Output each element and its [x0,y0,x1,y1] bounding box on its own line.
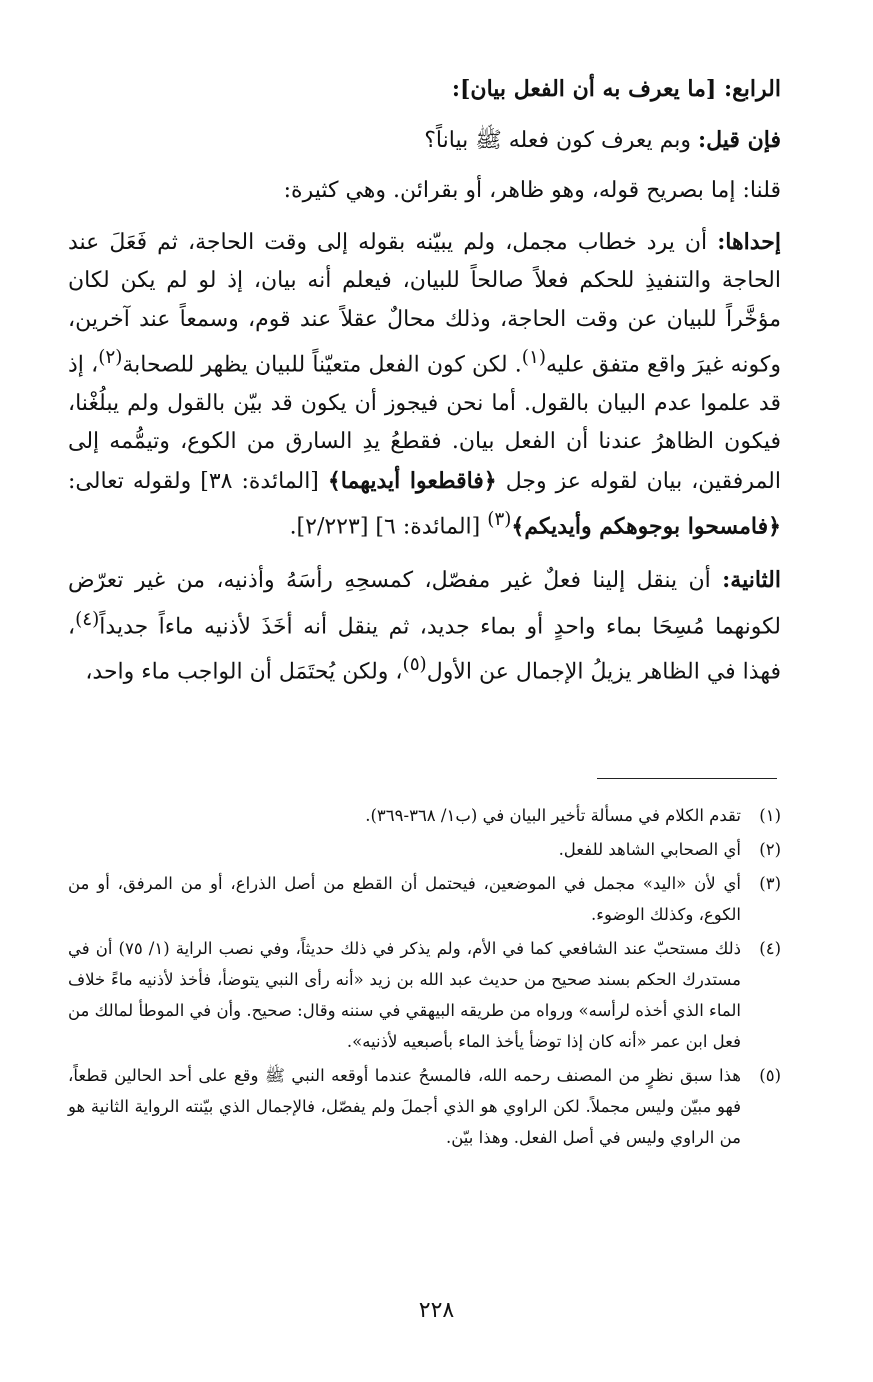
question-label: فإن قيل: [698,126,781,153]
second-text-a: أن ينقل إلينا فعلٌ غير مفصّل، كمسحِهِ رأسَهُ وأذنيه، من غير تعرّض لكونهما مُسِحَا بماء واحدٍ أو بماء جديد، ثم ينقل أنه أخَذَ لأذنيه ماءاً جديداً [68,568,781,639]
footnote-text: ذلك مستحبّ عند الشافعي كما في الأم، ولم يذكر في ذلك حديثاً، وفي نصب الراية (١/ ٧٥) أن في مستدرك الحكم بسند صحيح من حديث عبد الله بن زيد «أنه رأى النبي يتوضأ، فأخذ لأذنيه ماءً خلاف الماء الذي أخذه لرأسه» ورواه من طريقه البيهقي في سننه وقال: صحيح. وأن في الموطأ لمالك من فعل ابن عمر «أنه كان إذا توضأ يأخذ الماء بأصبعيه لأذنيه». [68,939,741,1051]
footnote-number: (١) [759,806,781,825]
question-line [68,121,781,161]
first-text-b: . لكن كون الفعل متعيّناً للبيان يظهر للصحابة [122,352,522,378]
footnote-text: هذا سبق نظرٍ من المصنف رحمه الله، فالمسحُ عندما أوقعه النبي ﷺ وقع على أحد الحالين قطعاً، فهو مبيّن وليس مجملاً. لكن الراوي هو الذي أجملَ ولم يفصّل، فالإجمال الذي بيّنته الرواية الثانية هو من الراوي وليس في أصل الفعل. وهذا بيّن. [68,1066,741,1147]
page-number: ٢٢٨ [418,1298,455,1323]
footnote-number: (٥) [759,1066,781,1085]
footnote-item [68,834,781,865]
first-paragraph [68,223,781,548]
footnote-ref-1[interactable]: (١) [521,347,546,368]
second-text-c: ، ولكن يُحتَمَل أن الواجب ماء واحد، [85,659,403,685]
footnote-text: أي لأن «اليد» مجمل في الموضعين، فيحتمل أن القطع من أصل الذراع، أو من المرفق، أو من الكوع، وكذلك الوضوء. [68,874,741,924]
first-label: إحداها: [717,228,781,255]
footnote-text: تقدم الكلام في مسألة تأخير البيان في (ب١/ ٣٦٨-٣٦٩). [365,806,741,825]
footnote-number: (٣) [759,874,781,893]
answer-line: قلنا: إما بصريح قوله، وهو ظاهر، أو بقرائن. وهي كثيرة: [283,178,781,203]
first-text-a: أن يرد خطاب مجمل، ولم يبيّنه بقوله إلى وقت الحاجة، ثم فَعَلَ عند الحاجة والتنفيذِ للحكم فعلاً صالحاً للبيان، فيعلم أنه بيان، إذ لو لم يكن لكان مؤخَّراً للبيان عن وقت الحاجة، وذلك محالٌ عقلاً عند قوم، وسمعاً عند آخرين، وكونه غيرَ واقع متفق عليه [68,229,781,378]
first-text-d: [المائدة: ٣٨] ولقوله تعالى: [68,468,328,494]
footnote-item [68,1060,781,1153]
footnote-item [68,800,781,831]
footnotes [68,800,781,1156]
footnote-ref-3[interactable]: (٣) [487,509,512,531]
section-heading: الرابع: [ما يعرف به أن الفعل بيان]: [451,76,781,102]
main-text [68,70,781,706]
footnote-number: (٤) [759,939,781,958]
footnote-number: (٢) [759,840,781,859]
footnote-ref-5[interactable]: (٥) [402,654,427,676]
footnote-ref-4[interactable]: (٤) [75,608,100,630]
second-paragraph [68,561,781,692]
first-text-e: [المائدة: ٦] [٢/٢٢٣]. [289,514,488,540]
footnote-ref-2[interactable]: (٢) [98,347,123,368]
question-text: وبم يعرف كون فعله ﷺ بياناً؟ [424,127,699,153]
second-text-b: ، فهذا في الظاهر يزيلُ الإجمال عن الأول [68,613,781,685]
quran-quote-2: ﴿فامسحوا بوجوهكم وأيديكم﴾ [511,513,781,540]
footnote-item [68,868,781,930]
footnote-divider [597,778,777,779]
quran-quote-1: ﴿فاقطعوا أيديهما﴾ [327,467,497,494]
first-text-c: ، إذ قد علموا عدم البيان بالقول. أما نحن فيجوز أن يكون قد بيّن بالقول ولم يبلُغْنا، فيكون الظاهرُ عندنا أن الفعل بيان. فقطعُ يدِ السارق من الكوع، وتيمُّمه إلى المرفقين، بيان لقوله عز وجل [68,352,781,494]
footnote-text: أي الصحابي الشاهد للفعل. [558,840,741,859]
footnote-item [68,933,781,1057]
second-label: الثانية: [722,567,781,594]
